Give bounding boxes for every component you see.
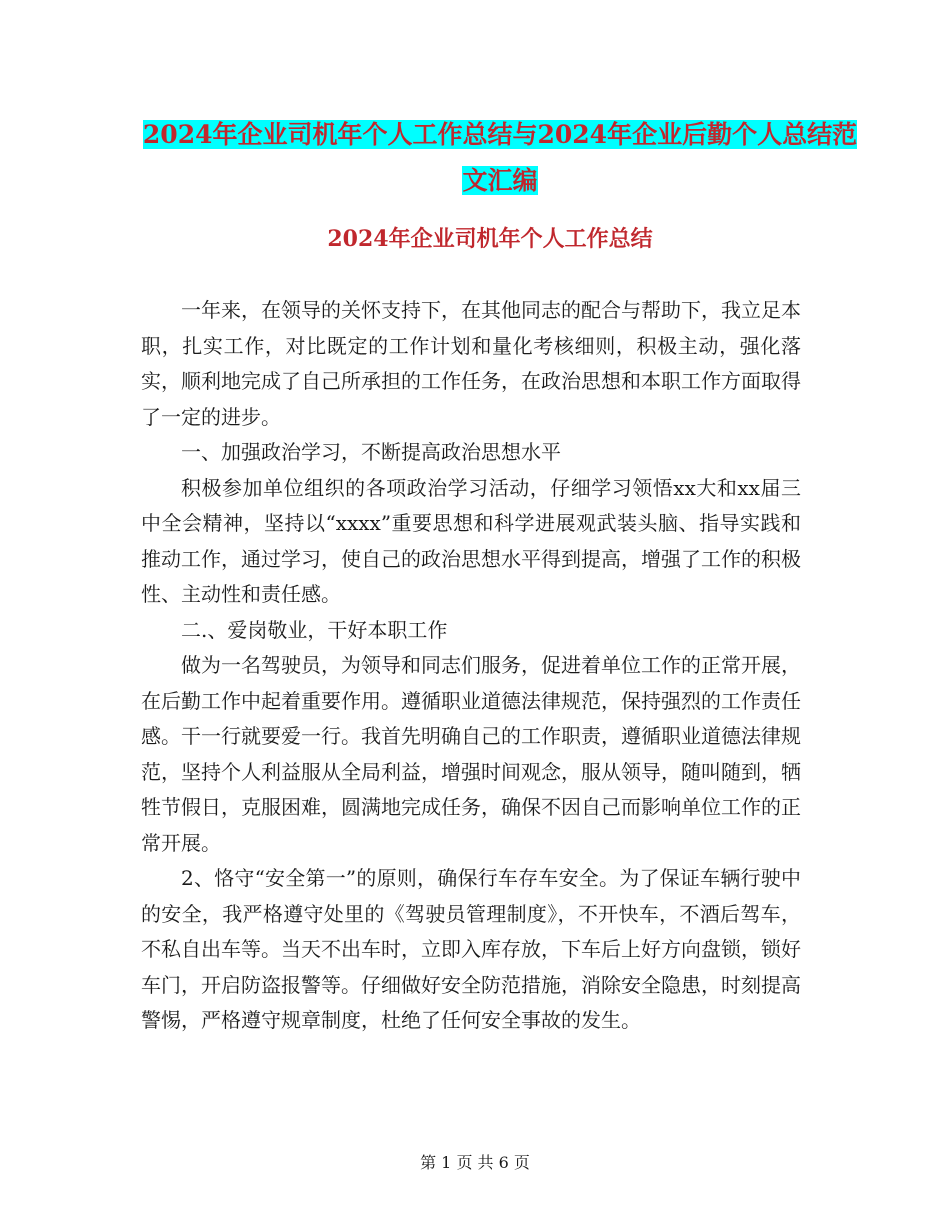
heading-political-study: 一、加强政治学习，不断提高政治思想水平 [181,440,561,464]
page-number-footer: 第 1 页 共 6 页 [420,1153,530,1172]
paragraph-political-study: 积极参加单位组织的各项政治学习活动，仔细学习领悟xx大和xx届三中全会精神，坚持以“xxxx”重要思想和科学进展观武装头脑、指导实践和推动工作，通过学习，使自己的政治思想水平得到提高，增强了工作的积极性、主动性和责任感。 [141,475,801,606]
heading-job-dedication: 二.、爱岗敬业，干好本职工作 [181,617,448,642]
section-title: 2024年企业司机年个人工作总结 [327,226,653,252]
title-highlight: 2024年企业司机年个人工作总结与2024年企业后勤个人总结范文汇编 [142,120,858,195]
paragraph-job-dedication: 做为一名驾驶员，为领导和同志们服务，促进着单位工作的正常开展，在后勤工作中起着重要作用。遵循职业道德法律规范，保持强烈的工作责任感。干一行就要爱一行。我首先明确自己的工作职责，遵循职业道德法律规范，坚持个人利益服从全局利益，增强时间观念，服从领导，随叫随到，牺牲节假日，克服困难，圆满地完成任务，确保不因自己而影响单位工作的正常开展。 [141,653,801,855]
document-body [141,293,801,1039]
document-title [140,112,860,204]
paragraph-intro: 一年来，在领导的关怀支持下，在其他同志的配合与帮助下，我立足本职，扎实工作，对比既定的工作计划和量化考核细则，积极主动，强化落实，顺利地完成了自己所承担的工作任务，在政治思想和本职工作方面取得了一定的进步。 [141,298,801,429]
paragraph-safety: 2、恪守“安全第一”的原则，确保行车存车安全。为了保证车辆行驶中的安全，我严格遵守处里的《驾驶员管理制度》，不开快车，不酒后驾车，不私自出车等。当天不出车时，立即入库存放，下车后上好方向盘锁，锁好车门，开启防盗报警等。仔细做好安全防范措施，消除安全隐患，时刻提高警惕，严格遵守规章制度，杜绝了任何安全事故的发生。 [141,866,801,1032]
